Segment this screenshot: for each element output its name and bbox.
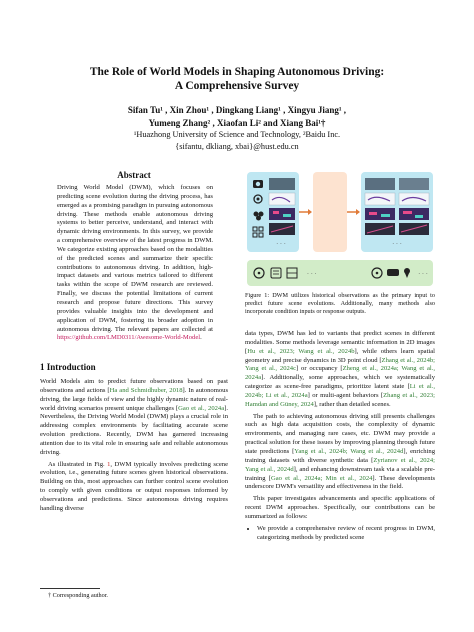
citation-link[interactable]: Gao et al., 2024a	[270, 474, 321, 482]
author-list: Sifan Tu¹ , Xin Zhou¹ , Dingkang Liang¹ , Xingyu Jiang¹ , Yumeng Zhang² , Xiaofan Li² and Xiang Bai¹†	[127, 105, 347, 128]
intro-paragraph-1: World Models aim to predict future observations based on past observations and actions [Ha and Schmidhuber, 2018]. In autonomous driving, the large fields of view and the highly dynamic nature of real-world driving scenarios present unique challenges [Gao et al., 2024a]. Nevertheless, the Driving World Model (DWM) plays a crucial role in addressing complex environments by facilitating accurate scene evolution predictions. Recently, DWM has garnered increasing attention due to its vital role in ensuring safe and reliable autonomous driving.	[40, 378, 229, 456]
footnote-divider	[40, 588, 100, 589]
citation-link[interactable]: ; Wang et al., 2024a	[245, 365, 435, 382]
citation-link[interactable]: Zhang et al., 2024b	[381, 356, 434, 364]
svg-text:· · ·: · · ·	[418, 271, 428, 278]
citation-link[interactable]: Li et al., 2024b	[245, 383, 435, 399]
figure-1-caption: Figure 1: DWM utilizes historical observations as the primary input to predict future scene evolutions. Additionally, many methods also incorporate condition inputs or response outputs.	[245, 292, 435, 315]
contribution-list	[245, 525, 435, 543]
citation-link[interactable]: ; Min et al., 2024	[320, 474, 373, 482]
history-image-thumbnail	[269, 178, 295, 190]
citation-link[interactable]: ; Yang et al., 2024c	[245, 356, 436, 373]
citation-link[interactable]: Zyrianov et al., 2024	[373, 456, 434, 464]
intro-paragraph-2: As illustrated in Fig. 1, DWM typically involves predicting scene evolution, i.e., generating future scenes given historical observations. Building on this, most approaches can further control scene evolution to comply with given conditions or output responses informed by observations and predictions. Since autonomous driving requires handling diverse	[40, 460, 228, 512]
future-image-thumbnail	[365, 178, 395, 190]
figure-ref-link[interactable]: 1	[107, 460, 111, 468]
repo-link[interactable]: https://github.com/LMD0311/Awesome-World-Model	[57, 334, 201, 342]
citation-link[interactable]: Gao et al., 2024a	[178, 404, 225, 412]
svg-text:· · ·: · · ·	[307, 271, 317, 278]
figure-1	[245, 170, 435, 288]
paper-title: The Role of World Models in Shaping Autonomous Driving: A Comprehensive Survey	[89, 66, 385, 92]
citation-link[interactable]: Ha and Schmidhuber, 2018	[109, 386, 183, 394]
citation-link[interactable]: Zheng et al., 2024a	[342, 365, 397, 373]
svg-text:· · ·: · · ·	[392, 241, 402, 248]
history-occupancy-thumbnail	[269, 208, 295, 220]
abstract-heading: Abstract	[117, 170, 151, 180]
section-heading-introduction: 1 Introduction	[40, 362, 96, 372]
right-paragraph-3: This paper investigates advancements and specific applications of recent DWM approaches. Specifically, our contributions can be summarized as follows:	[245, 495, 435, 520]
citation-link[interactable]: ; Wang et al., 2024d	[345, 447, 404, 455]
right-paragraph-2: The path to achieving autonomous driving still presents challenges such as high data acquisition costs, the complexity of dynamic environments, and managing rare cases, etc. DWM may provide a practical solution for these issues by improving planning through future state predictions [Yang et al., 2024b; Wang et al., 2024d], enriching training datasets with diverse synthetic data [Zyrianov et al., 2024; Yang et al., 2024d], and enhancing downstream task via a scalable pre-training [Gao et al., 2024a; Min et al., 2024]. These developments underscore DWM's versatility and effectiveness in the field.	[245, 412, 436, 491]
citation-link[interactable]: ; Li et al., 2024a	[261, 391, 308, 399]
citation-link[interactable]: Zhang et al., 2023	[383, 391, 434, 399]
right-column-body	[245, 330, 435, 542]
affiliations: ¹Huazhong University of Science and Technology, ²Baidu Inc. {sifantu, dkliang, xbai}@hust.edu.cn	[133, 130, 341, 151]
citation-link[interactable]: Yang et al., 2024b	[294, 447, 346, 455]
list-item: • We provide a comprehensive review of recent progress in DWM, categorizing methods by predicted scene	[257, 525, 435, 543]
world-model-panel	[313, 172, 347, 252]
svg-text:· · ·: · · ·	[276, 241, 286, 248]
citation-link[interactable]: ; Wang et al., 2024b	[292, 347, 355, 355]
abstract-body: Driving World Model (DWM), which focuses on predicting scene evolution during the driving process, has emerged as a promising paradigm in pursuing autonomous driving. These methods enable autonomous driving systems to better perceive, understand, and interact with dynamic driving environments. In this survey, we provide a comprehensive overview of the latest progress in DWM. We categorize existing approaches based on the modalities of the predicted scenes and summarize their specific contributions to autonomous driving. In addition, high-impact datasets and various metrics tailored to different tasks within the scope of DWM research are reviewed. Finally, we discuss the potential limitations of current research and propose future directions. This survey provides valuable insights into the development and application of DWM, fostering its broader adoption in autonomous driving. The relevant papers are collected at https://github.com/LMD0311/Awesome-World-Model.	[57, 184, 213, 342]
camera-icon	[253, 180, 263, 188]
introduction-body	[40, 378, 228, 517]
citation-link[interactable]: ; Yang et al., 2024d	[245, 456, 435, 473]
footnote: † Corresponding author.	[48, 592, 108, 599]
citation-link[interactable]: Hu et al., 2023	[247, 347, 293, 355]
citation-link[interactable]: ; Hamdan and Güney, 2024	[245, 391, 436, 408]
right-paragraph-1: data types, DWM has led to variants that predict scenes in different modalities. Some methods leverage semantic information in 2D images [Hu et al., 2023; Wang et al., 2024b], while others learn spatial geometry and precise dynamics in 3D point cloud [Zhang et al., 2024b; Yang et al., 2024c] or occupancy [Zheng et al., 2024a; Wang et al., 2024a]. Additionally, some approaches, which we systematically categorize as scene-free paradigms, prioritize latent state [Li et al., 2024b; Li et al., 2024a] or multi-agent behaviors [Zhang et al., 2023; Hamdan and Güney, 2024], rather than detailed scenes.	[245, 330, 436, 408]
vehicle-icon	[387, 269, 399, 276]
